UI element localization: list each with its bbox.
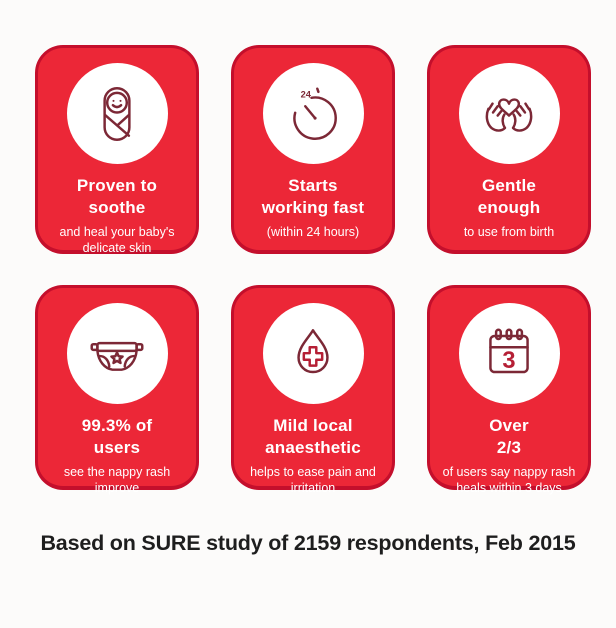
card-subtitle: (within 24 hours): [266, 224, 360, 239]
study-caption: Based on SURE study of 2159 respondents, Feb 2015: [40, 531, 576, 555]
icon-circle: [263, 63, 364, 164]
hands-holding-heart-icon: [476, 81, 542, 147]
droplet-cross-icon: [280, 321, 346, 387]
card-gentle-enough: [427, 45, 591, 254]
nappy-icon: [84, 321, 150, 387]
card-title: Mild local anaesthetic: [265, 416, 361, 457]
icon-circle: [459, 63, 560, 164]
icon-circle: [459, 303, 560, 404]
card-title: 99.3% of users: [81, 416, 153, 457]
calendar-day-label: 3: [502, 347, 516, 374]
icon-circle: [263, 303, 364, 404]
benefit-card-grid: [35, 45, 591, 495]
timer-24h-icon: [280, 81, 346, 147]
card-title: Starts working fast: [261, 176, 365, 217]
swaddled-baby-icon: [84, 81, 150, 147]
card-mild-local-anaesthetic: [231, 285, 395, 495]
card-subtitle: to use from birth: [463, 224, 555, 239]
card-99-percent-users: [35, 285, 199, 495]
card-subtitle: and heal your baby's delicate skin: [59, 224, 175, 255]
card-starts-working-fast: [231, 45, 395, 254]
icon-circle: [67, 303, 168, 404]
calendar-3-days-icon: [476, 321, 542, 387]
card-title: Gentle enough: [477, 176, 541, 217]
card-subtitle: see the nappy rash improve: [63, 464, 171, 495]
timer-label: 24: [300, 89, 311, 99]
card-proven-to-soothe: [35, 45, 199, 254]
card-over-two-thirds: [427, 285, 591, 495]
card-title: Over 2/3: [489, 416, 529, 457]
icon-circle: [67, 63, 168, 164]
card-subtitle: helps to ease pain and irritation: [250, 464, 376, 495]
card-subtitle: of users say nappy rash heals within 3 days: [442, 464, 576, 495]
card-title: Proven to soothe: [76, 176, 158, 217]
